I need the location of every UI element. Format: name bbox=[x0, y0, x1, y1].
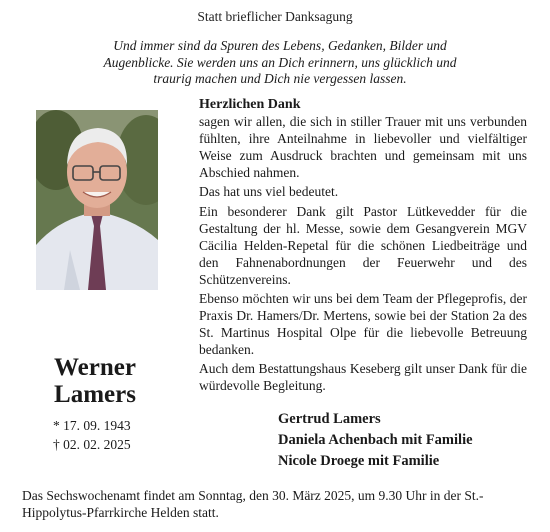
memorial-quote: Und immer sind da Spuren des Lebens, Gedanken, Bilder und Augenblicke. Sie werden uns an Dich erinnern, uns glücklich und traurig machen und Dich nie vergessen lassen. bbox=[103, 38, 457, 86]
deceased-first-name: Werner bbox=[54, 354, 136, 381]
life-dates bbox=[53, 416, 131, 454]
mourner-name: Gertrud Lamers bbox=[278, 411, 381, 427]
death-date: † 02. 02. 2025 bbox=[53, 437, 131, 452]
portrait-photo bbox=[36, 110, 158, 290]
thanks-paragraph: Das hat uns viel bedeutet. bbox=[199, 184, 339, 200]
thanks-heading: Herzlichen Dank bbox=[199, 97, 301, 112]
thanks-paragraph: Auch dem Bestattungshaus Keseberg gilt unser Dank für die würdevolle Begleitung. bbox=[199, 361, 527, 394]
thanks-paragraph: Ein besonderer Dank gilt Pastor Lütkevedder für die Gestaltung der hl. Messe, sowie dem Gesangverein MGV Cäcilia Helden-Repetal für die schönen Liedbeiträge und den Fahnenabordnungen der Feuerwehr und des Schützenvereins. bbox=[199, 203, 527, 287]
thanks-paragraph: sagen wir allen, die sich in stiller Trauer mit uns verbunden fühlten, ihre Anteilnahme in liebevoller und vielfältiger Weise zum Ausdruck brachten und gemeinsam mit uns Abschied nahmen. bbox=[199, 114, 527, 180]
notice-header: Statt brieflicher Danksagung bbox=[197, 9, 353, 24]
mourner-name: Daniela Achenbach mit Familie bbox=[278, 432, 473, 448]
mourner-name: Nicole Droege mit Familie bbox=[278, 453, 440, 469]
thanks-text bbox=[199, 96, 527, 396]
mourners-list bbox=[278, 409, 473, 472]
thanks-paragraph: Ebenso möchten wir uns bei dem Team der Pflegeprofis, der Praxis Dr. Hamers/Dr. Mertens, sowie bei der Station 2a des St. Martinus Hospital Olpe für die liebevolle Betreuung bedanken. bbox=[199, 290, 527, 357]
service-announcement: Das Sechswochenamt findet am Sonntag, den 30. März 2025, um 9.30 Uhr in der St.-Hippolytus-Pfarrkirche Helden statt. bbox=[22, 488, 484, 520]
birth-date: * 17. 09. 1943 bbox=[53, 418, 131, 433]
deceased-last-name: Lamers bbox=[54, 381, 136, 408]
deceased-name bbox=[0, 354, 190, 408]
